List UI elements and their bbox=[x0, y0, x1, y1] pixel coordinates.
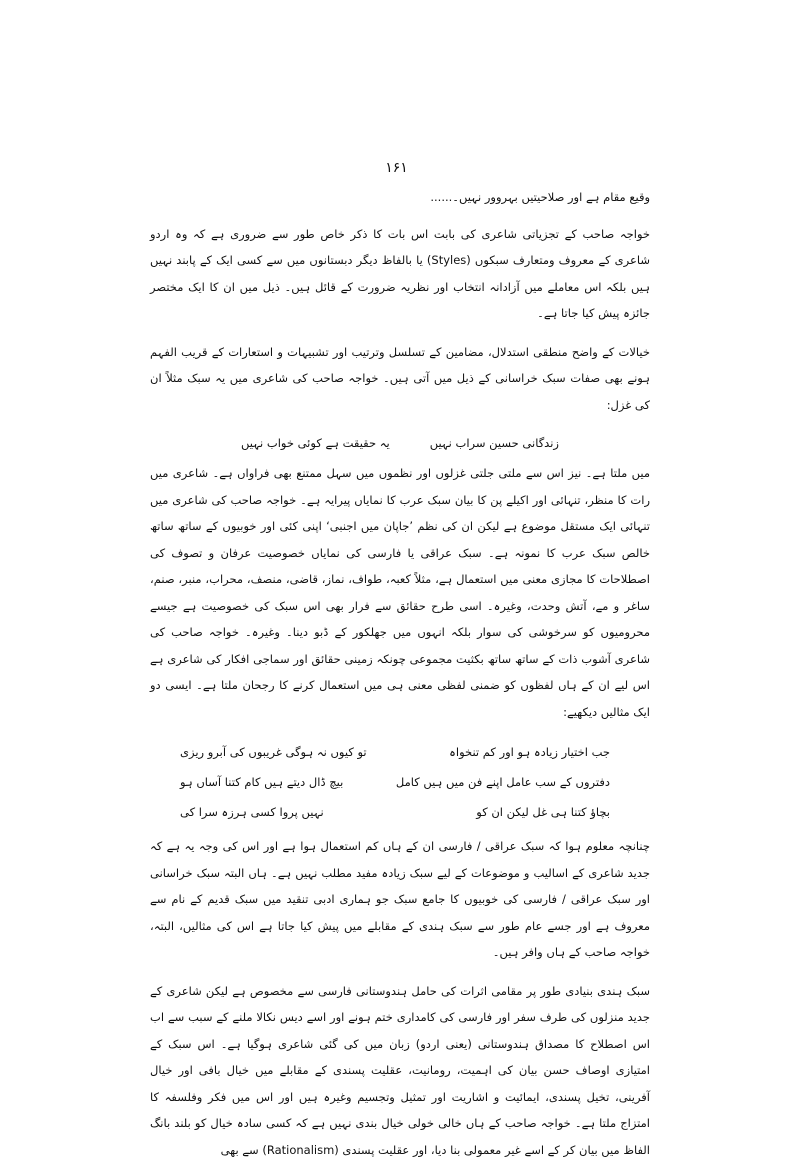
paragraph: میں ملتا ہے۔ نیز اس سے ملتی جلتی غزلوں اور نظموں میں سہل ممتنع بھی فراواں ہے۔ شاعری میں رات کا منظر، تنہائی اور اکیلے پن کا بیان سبک عرب کا نمایاں پیرایہ ہے۔ خواجہ صاحب کی شاعری میں تنہائی ایک مستقل موضوع ہے لیکن ان کی نظم ’جاپان میں اجنبی‘ اپنی کئی اور خوبیوں کے ساتھ ساتھ خالص سبک عرب کا نمونہ ہے۔ سبک عراقی یا فارسی کی نمایاں خصوصیت عرفان و تصوف کی اصطلاحات کا مجازی معنی میں استعمال ہے، مثلاً کعبہ، طواف، نماز، قاضی، منصف، محراب، منبر، صنم، ساغر و مے، آتش وحدت، وغیرہ۔ اسی طرح حقائق سے فرار بھی اس سبک کی خصوصیت ہے جیسے محرومیوں کو سرخوشی کی سوار بلکہ انہوں میں جھلکور کے ڈبو دینا۔ وغیرہ۔ خواجہ صاحب کی شاعری آشوب ذات کے ساتھ ساتھ بکثیت مجموعی چونکہ زمینی حقائق اور سماجی افکار کی شاعری ہے اس لیے ان کے ہاں لفظوں کو ضمنی لفظی معنی ہی میں استعمال کرنے کا رجحان ملتا ہے۔ ایسی دو ایک مثالیں دیکھیے: bbox=[150, 466, 650, 719]
verse-line bbox=[150, 737, 650, 767]
verse-first-hemistich: دفتروں کے سب عامل اپنے فن میں ہیں کامل bbox=[395, 775, 610, 789]
verse-block bbox=[150, 737, 650, 827]
paragraph: خیالات کے واضح منطقی استدلال، مضامین کے تسلسل وترتیب اور تشبیہات و استعارات کے قریب الفہم ہونے بھی صفات سبک خراسانی کے ذیل میں آتی ہیں۔ خواجہ صاحب کی شاعری میں یہ سبک مثلاً ان کی غزل: bbox=[150, 344, 650, 412]
verse-second-hemistich: بیچ ڈال دیتے ہیں کام کتنا آساں ہو bbox=[180, 775, 344, 789]
verse-line bbox=[150, 797, 650, 827]
couplet-first-line: زندگانی حسین سراب نہیں bbox=[429, 436, 559, 450]
verse-second-hemistich: تو کیوں نہ ہوگی غریبوں کی آبرو ریزی bbox=[180, 745, 367, 759]
verse-second-hemistich: نہیں پروا کسی ہرزہ سرا کی bbox=[180, 805, 324, 819]
verse-line bbox=[150, 767, 650, 797]
paragraph: خواجہ صاحب کے تجزیاتی شاعری کی بابت اس بات کا ذکر خاص طور سے ضروری ہے کہ وہ اردو شاعری کے معروف ومتعارف سبکوں (Styles) یا بالفاظ دیگر دبستانوں میں سے کسی ایک کے پابند نہیں ہیں بلکہ اس معاملے میں آزادانہ انتخاب اور نظریہ ضرورت کے قائل ہیں۔ ذیل میں ان کا ایک مختصر جائزہ پیش کیا جاتا ہے۔ bbox=[150, 226, 651, 320]
page-body bbox=[150, 184, 650, 1175]
couplet-second-line: یہ حقیقت ہے کوئی خواب نہیں bbox=[241, 436, 390, 450]
page-number: ۱۶۱ bbox=[385, 160, 408, 176]
paragraph: سبک ہندی بنیادی طور پر مقامی اثرات کی حامل ہندوستانی فارسی سے مخصوص ہے لیکن شاعری کے جدید منزلوں کی طرف سفر اور فارسی کی کامداری ختم ہونے اور اسے دیس نکالا ملنے کے سبب سے اب اس اصطلاح کا مصداق ہندوستانی (یعنی اردو) زبان میں کی گئی شاعری ہوگیا ہے۔ اس سبک کے امتیازی اوصاف حسن بیان کی اہمیت، رومانیت، عقلیت پسندی کے مقابلے میں خیال بافی اور خیال آفرینی، تخیل پسندی، ایمائیت و اشاریت اور تمثیل وتجسیم وغیرہ ہیں اور اس میں فکر وفلسفہ کا امتزاج ملتا ہے۔ خواجہ صاحب کے ہاں خالی خولی خیال بندی نہیں ہے کہ کسی سادہ خیال کو بلند بانگ الفاظ میں بیان کر کے اسے غیر معمولی بنا دیا، اور عقلیت پسندی (Rationalism) سے بھی bbox=[150, 983, 650, 1157]
verse-first-hemistich: جب اختیار زیادہ ہو اور کم تنخواہ bbox=[449, 745, 610, 759]
paragraph: وقیع مقام ہے اور صلاحیتیں بہروور نہیں۔...... bbox=[430, 190, 650, 204]
couplet bbox=[150, 430, 650, 456]
paragraph: چنانچہ معلوم ہوا کہ سبک عراقی / فارسی ان کے ہاں کم استعمال ہوا ہے اور اس کی وجہ یہ ہے کہ جدید شاعری کے اسالیب و موضوعات کے لیے سبک زیادہ مفید مطلب نہیں ہے۔ ہاں البتہ سبک خراسانی اور سبک عراقی / فارسی کی خوبیوں کا جامع سبک جو ہماری ادبی تنقید میں سبک قدیم کے نام سے معروف ہے اور جسے عام طور سے سبک ہندی کے مقابلے میں پیش کیا جاتا ہے اس کی مثالیں، البتہ، خواجہ صاحب کے ہاں وافر ہیں۔ bbox=[150, 839, 650, 959]
verse-first-hemistich: بچاؤ کتنا ہی غل لیکن ان کو bbox=[476, 805, 610, 819]
